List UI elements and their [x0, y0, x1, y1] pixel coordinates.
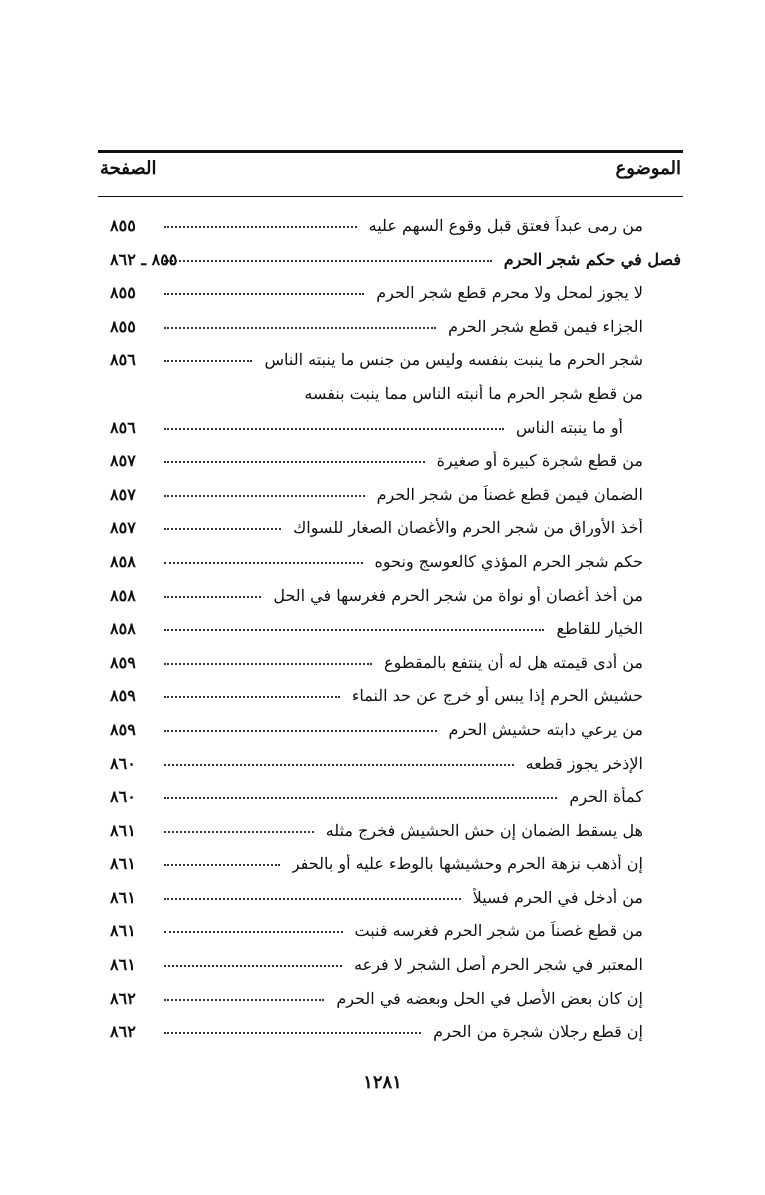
toc-entry-page: ٨٦٠: [110, 753, 136, 773]
toc-entry-title: هل يسقط الضمان إن حش الحشيش فخرج مثله: [325, 820, 643, 840]
toc-row: [98, 951, 683, 985]
dot-leader: [164, 730, 437, 732]
dot-leader: [164, 461, 425, 463]
toc-entry-page: ٨٦٢: [110, 988, 136, 1008]
dot-leader: [164, 831, 314, 833]
dot-leader: [164, 965, 342, 967]
table-header: [98, 156, 683, 192]
dot-leader: [164, 999, 324, 1001]
dot-leader: [164, 596, 261, 598]
toc-entry-title: من يرعي دابته حشيش الحرم: [448, 719, 643, 739]
toc-entry-title: الجزاء فيمن قطع شجر الحرم: [448, 316, 643, 336]
toc-entry-page: ٨٥٨: [110, 619, 136, 639]
toc-entry-page: ٨٦٠: [110, 787, 136, 807]
toc-entry-title: كمأة الحرم: [569, 787, 643, 807]
toc-row: [98, 414, 683, 448]
toc-entry-title: حشيش الحرم إذا يبس أو خرج عن حد النماء: [351, 686, 643, 706]
toc-row: [98, 447, 683, 481]
toc-entry-title: من قطع شجرة كبيرة أو صغيرة: [436, 451, 643, 471]
toc-row: [98, 514, 683, 548]
toc-entry-title: إن قطع رجلان شجرة من الحرم: [433, 1022, 643, 1042]
toc-entry-title: أخذ الأوراق من شجر الحرم والأغصان الصغار للسواك: [293, 518, 643, 538]
toc-entry-page: ٨٥٩: [110, 652, 136, 672]
toc-entry-title: إن أذهب نزهة الحرم وحشيشها بالوطء عليه أو بالحفر: [291, 854, 643, 874]
page-column-heading: الصفحة: [100, 158, 157, 179]
toc-entry-title: من أدخل في الحرم فسيلاً: [472, 887, 643, 907]
toc-entry-title: أو ما ينبته الناس: [516, 417, 623, 437]
toc-row: [98, 279, 683, 313]
toc-entry-page: ٨٥٥ ـ ٨٦٢: [110, 249, 178, 269]
toc-entry-page: ٨٥٧: [110, 484, 136, 504]
topic-column-heading: الموضوع: [615, 158, 681, 179]
toc-entry-page: ٨٦١: [110, 921, 136, 941]
dot-leader: [164, 629, 544, 631]
toc-row: [98, 917, 683, 951]
toc-row: [98, 380, 683, 414]
toc-entry-title: من أخذ أغصان أو نواة من شجر الحرم فغرسها في الحل: [273, 585, 643, 605]
toc-entry-title: من أدى قيمته هل له أن ينتفع بالمقطوع: [384, 652, 643, 672]
toc-entry-page: ٨٦٢: [110, 1022, 136, 1042]
toc-entry-title: الإذخر يجوز قطعه: [525, 753, 643, 773]
dot-leader: [164, 495, 365, 497]
toc-entry-page: ٨٥٨: [110, 585, 136, 605]
toc-entry-page: ٨٦١: [110, 955, 136, 975]
toc-entry-title: من قطع غصناً من شجر الحرم فغرسه فنبت: [354, 921, 643, 941]
dot-leader: [164, 528, 281, 530]
dot-leader: [164, 226, 357, 228]
toc-entry-page: ٨٥٥: [110, 216, 136, 235]
toc-entry-title: المعتبر في شجر الحرم أصل الشجر لا فرعه: [354, 955, 643, 975]
toc-entry-title: لا يجوز لمحل ولا محرم قطع شجر الحرم: [376, 283, 643, 303]
toc-row: [98, 649, 683, 683]
toc-list: [98, 212, 683, 1052]
dot-leader: [164, 931, 343, 933]
toc-entry-page: ٨٥٦: [110, 417, 136, 437]
toc-entry-page: ٨٦١: [110, 887, 136, 907]
header-top-rule: [98, 150, 683, 153]
toc-entry-title: الخيار للقاطع: [556, 619, 643, 639]
dot-leader: [164, 696, 340, 698]
dot-leader: [164, 562, 363, 564]
toc-entry-page: ٨٥٩: [110, 686, 136, 706]
toc-row: [98, 1018, 683, 1052]
toc-entry-title: فصل في حكم شجر الحرم: [503, 249, 681, 269]
header-bottom-rule: [98, 196, 683, 197]
toc-row: [98, 212, 683, 246]
toc-row: [98, 481, 683, 515]
toc-entry-page: ٨٥٩: [110, 719, 136, 739]
toc-entry-page: ٨٥٥: [110, 316, 136, 336]
dot-leader: [164, 428, 504, 430]
toc-entry-title: حكم شجر الحرم المؤذي كالعوسج ونحوه: [374, 551, 643, 571]
toc-section-row: [98, 246, 683, 280]
dot-leader: [164, 797, 557, 799]
page-number: ١٢٨١: [363, 1072, 402, 1093]
dot-leader: [164, 360, 252, 362]
toc-entry-page: ٨٥٦: [110, 350, 136, 370]
toc-row: [98, 850, 683, 884]
dot-leader: [164, 293, 364, 295]
dot-leader: [164, 1032, 421, 1034]
toc-row: [98, 582, 683, 616]
toc-row: [98, 682, 683, 716]
toc-entry-page: ٨٥٧: [110, 518, 136, 538]
dot-leader: [164, 764, 514, 766]
toc-entry-page: ٨٦١: [110, 820, 136, 840]
toc-entry-page: ٨٦١: [110, 854, 136, 874]
toc-entry-page: ٨٥٧: [110, 451, 136, 471]
toc-entry-page: ٨٥٥: [110, 283, 136, 303]
toc-row: [98, 985, 683, 1019]
dot-leader: [164, 898, 461, 900]
toc-entry-title: من قطع شجر الحرم ما أنبته الناس مما ينبت بنفسه: [304, 383, 643, 403]
dot-leader: [164, 260, 492, 262]
toc-entry-title: إن كان بعض الأصل في الحل وبعضه في الحرم: [336, 988, 643, 1008]
toc-entry-title: الضمان فيمن قطع غصناً من شجر الحرم: [376, 484, 643, 504]
toc-row: [98, 817, 683, 851]
dot-leader: [164, 327, 436, 329]
toc-row: [98, 346, 683, 380]
toc-row: [98, 548, 683, 582]
dot-leader: [164, 864, 280, 866]
toc-entry-title: من رمى عبداً فعتق قبل وقوع السهم عليه: [368, 216, 643, 235]
toc-row: [98, 884, 683, 918]
toc-row: [98, 313, 683, 347]
dot-leader: [164, 663, 372, 665]
toc-row: [98, 615, 683, 649]
toc-row: [98, 783, 683, 817]
toc-entry-title: شجر الحرم ما ينبت بنفسه وليس من جنس ما ينبته الناس: [264, 350, 643, 370]
toc-row: [98, 750, 683, 784]
toc-row: [98, 716, 683, 750]
toc-entry-page: ٨٥٨: [110, 551, 136, 571]
